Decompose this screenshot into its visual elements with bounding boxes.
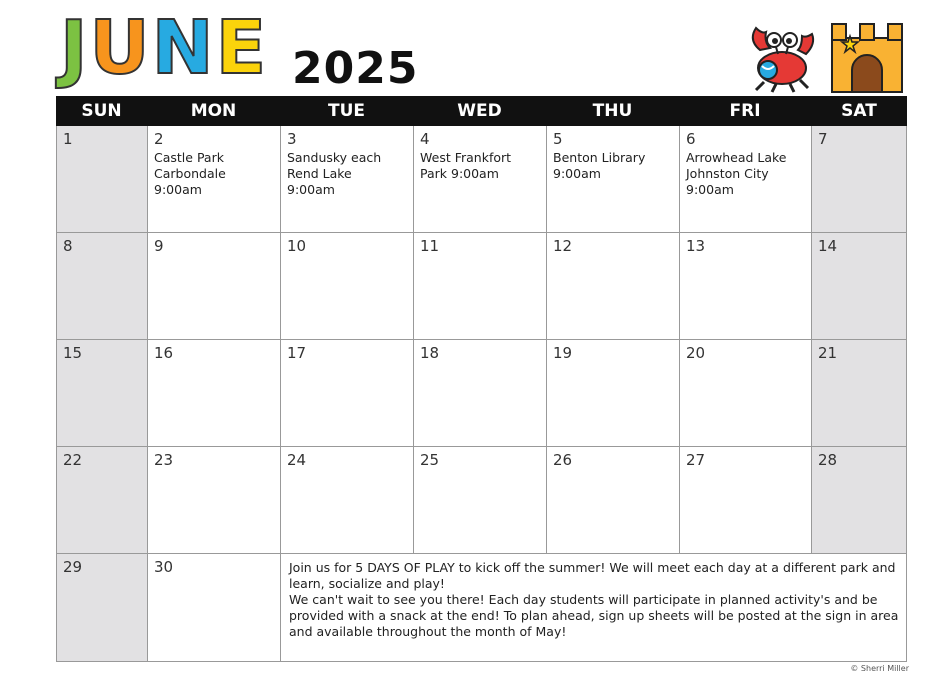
day-number: 25	[420, 451, 440, 469]
month-letter: E	[215, 5, 269, 91]
day-number: 18	[420, 344, 440, 362]
day-cell	[56, 233, 147, 340]
day-cell	[413, 233, 546, 340]
day-number: 9	[154, 237, 164, 255]
month-title	[60, 5, 269, 91]
day-number: 12	[553, 237, 573, 255]
weekday-header-row	[56, 96, 907, 126]
summer-clipart	[748, 10, 906, 94]
calendar-week	[56, 340, 907, 447]
day-event: Benton Library 9:00am	[553, 150, 646, 181]
day-cell	[56, 554, 147, 662]
calendar	[56, 96, 907, 664]
day-cell	[147, 447, 280, 554]
info-note	[289, 560, 900, 640]
day-number: 17	[287, 344, 307, 362]
day-cell	[413, 340, 546, 447]
day-number: 7	[818, 130, 828, 148]
weekday-label: THU	[592, 101, 633, 121]
day-cell	[56, 126, 147, 233]
day-number: 1	[63, 130, 73, 148]
day-cell	[56, 447, 147, 554]
calendar-grid	[56, 126, 907, 662]
day-cell	[280, 126, 413, 233]
day-cell	[413, 126, 546, 233]
day-cell	[147, 340, 280, 447]
day-cell	[546, 233, 679, 340]
calendar-week	[56, 126, 907, 233]
day-number: 13	[686, 237, 706, 255]
day-cell	[147, 233, 280, 340]
day-event: Castle Park Carbondale 9:00am	[154, 150, 226, 197]
calendar-header	[0, 0, 943, 96]
note-paragraph: We can't wait to see you there! Each day students will participate in planned activity's and be provided with a snack at the end! To plan ahead, sign up sheets will be posted at the sign in area and available throughout the month of May!	[289, 592, 899, 639]
weekday-label: SUN	[81, 101, 122, 121]
info-note-cell	[280, 554, 907, 662]
day-number: 11	[420, 237, 440, 255]
day-number: 26	[553, 451, 573, 469]
day-number: 24	[287, 451, 307, 469]
calendar-week	[56, 554, 907, 662]
day-event: West Frankfort Park 9:00am	[420, 150, 512, 181]
day-cell	[413, 447, 546, 554]
weekday-label: MON	[190, 101, 237, 121]
year-title: 2025	[292, 43, 419, 94]
day-cell	[811, 447, 907, 554]
day-number: 5	[553, 130, 563, 148]
day-number: 15	[63, 344, 83, 362]
note-paragraph: Join us for 5 DAYS OF PLAY to kick off the summer! We will meet each day at a different park and learn, socialize and play!	[289, 560, 896, 591]
day-number: 29	[63, 558, 83, 576]
day-cell	[147, 126, 280, 233]
weekday-label: SAT	[841, 101, 877, 121]
day-cell	[280, 340, 413, 447]
day-cell	[811, 233, 907, 340]
calendar-week	[56, 233, 907, 340]
day-number: 16	[154, 344, 174, 362]
weekday-label: FRI	[729, 101, 761, 121]
day-number: 14	[818, 237, 838, 255]
day-number: 8	[63, 237, 73, 255]
day-cell	[546, 126, 679, 233]
weekday-label: TUE	[327, 101, 365, 121]
day-cell	[811, 126, 907, 233]
day-number: 22	[63, 451, 83, 469]
day-number: 28	[818, 451, 838, 469]
day-cell	[679, 233, 811, 340]
day-number: 30	[154, 558, 174, 576]
day-cell	[679, 447, 811, 554]
day-cell	[546, 447, 679, 554]
copyright-credit: © Sherri Miller	[850, 664, 909, 673]
day-cell	[280, 447, 413, 554]
calendar-week	[56, 447, 907, 554]
day-number: 10	[287, 237, 307, 255]
day-number: 23	[154, 451, 174, 469]
day-number: 27	[686, 451, 706, 469]
day-number: 4	[420, 130, 430, 148]
sandcastle-icon	[832, 24, 902, 92]
day-cell	[679, 340, 811, 447]
month-letter: U	[89, 5, 152, 91]
day-cell	[546, 340, 679, 447]
day-cell	[56, 340, 147, 447]
day-number: 21	[818, 344, 838, 362]
day-cell	[147, 554, 280, 662]
day-event: Arrowhead Lake Johnston City 9:00am	[686, 150, 787, 197]
day-cell	[679, 126, 811, 233]
day-cell	[811, 340, 907, 447]
day-cell	[280, 233, 413, 340]
crab-icon	[753, 28, 813, 92]
day-number: 20	[686, 344, 706, 362]
weekday-label: WED	[457, 101, 502, 121]
month-letter: J	[60, 5, 90, 91]
day-event: Sandusky each Rend Lake 9:00am	[287, 150, 382, 197]
day-number: 3	[287, 130, 297, 148]
month-letter: N	[151, 5, 216, 91]
day-number: 6	[686, 130, 696, 148]
day-number: 19	[553, 344, 573, 362]
day-number: 2	[154, 130, 164, 148]
